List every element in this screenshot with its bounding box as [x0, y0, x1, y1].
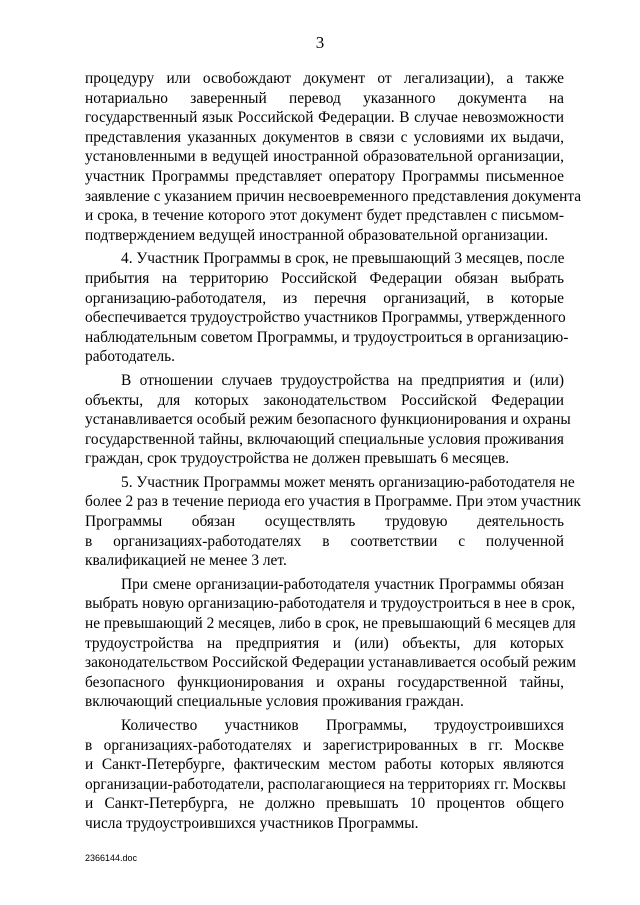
- text-line: нотариально заверенный перевод указанного документа на: [85, 89, 564, 107]
- text-line: и срока, в течение которого этот документ будет представлен с письмом-: [85, 207, 564, 225]
- text-line: выбрать новую организацию-работодателя и трудоустроиться в нее в срок,: [85, 595, 576, 613]
- text-line: организацию-работодателя, из перечня организаций, в которые: [85, 289, 564, 307]
- text-line: устанавливается особый режим безопасного функционирования и охраны: [85, 411, 571, 429]
- text-line: заявление с указанием причин несвоевременного представления документа: [85, 187, 582, 205]
- text-line: не превышающий 2 месяцев, либо в срок, не превышающий 6 месяцев для: [85, 615, 576, 633]
- text-line: прибытия на территорию Российской Федерации обязан выбрать: [85, 269, 564, 287]
- text-line: обеспечивается трудоустройство участников Программы, утвержденного: [85, 309, 566, 327]
- paragraph: [85, 575, 576, 712]
- text-line: подтверждением ведущей иностранной образовательной организации.: [85, 226, 549, 244]
- document-body: [85, 69, 582, 834]
- text-line: квалификацией не менее 3 лет.: [85, 552, 287, 570]
- paragraph: [85, 371, 571, 469]
- text-line: и Санкт-Петербурга, не должно превышать 10 процентов общего: [85, 795, 564, 813]
- text-line: и Санкт-Петербурге, фактическим местом работы которых являются: [85, 756, 564, 774]
- text-line: числа трудоустроившихся участников Программы.: [85, 814, 419, 832]
- text-line: в организациях-работодателях и зарегистрированных в гг. Москве: [85, 736, 564, 754]
- text-line: граждан, срок трудоустройства не должен превышать 6 месяцев.: [85, 450, 510, 468]
- paragraph: [85, 249, 569, 367]
- file-name-footer: 2366144.doc: [85, 853, 138, 863]
- text-line: работодатель.: [85, 348, 175, 366]
- text-line: процедуру или освобождают документ от легализации), а также: [85, 70, 564, 87]
- text-line: законодательством Российской Федерации устанавливается особый режим: [85, 654, 576, 672]
- text-line: 4. Участник Программы в срок, не превышающий 3 месяцев, после: [121, 250, 565, 268]
- paragraph: [85, 69, 582, 245]
- text-line: трудоустройства на предприятия и (или) объекты, для которых: [85, 634, 564, 652]
- text-line: организации-работодатели, располагающиеся на территориях гг. Москвы: [85, 775, 566, 793]
- text-line: государственной тайны, включающий специальные условия проживания: [85, 430, 564, 448]
- text-line: участник Программы представляет оператору Программы письменное: [85, 167, 564, 185]
- text-line: При смене организации-работодателя участник Программы обязан: [121, 575, 564, 593]
- text-line: Программы обязан осуществлять трудовую деятельность: [85, 513, 564, 531]
- text-line: включающий специальные условия проживания граждан.: [85, 693, 464, 711]
- text-line: 5. Участник Программы может менять организацию-работодателя не: [121, 473, 575, 491]
- text-line: представления указанных документов в связи с условиями их выдачи,: [85, 128, 564, 146]
- text-line: безопасного функционирования и охраны государственной тайны,: [85, 673, 564, 691]
- text-line: объекты, для которых законодательством Российской Федерации: [85, 391, 564, 409]
- paragraph: [85, 716, 564, 834]
- paragraph: [85, 473, 581, 571]
- text-line: установленными в ведущей иностранной образовательной организации,: [85, 148, 564, 166]
- text-line: более 2 раз в течение периода его участия в Программе. При этом участник: [85, 493, 581, 511]
- text-line: Количество участников Программы, трудоустроившихся: [121, 717, 564, 734]
- text-line: государственный язык Российской Федерации. В случае невозможности: [85, 109, 564, 127]
- text-line: в организациях-работодателях в соответствии с полученной: [85, 532, 564, 550]
- text-line: В отношении случаев трудоустройства на предприятия и (или): [121, 371, 564, 389]
- text-line: наблюдательным советом Программы, и трудоустроиться в организацию-: [85, 328, 569, 346]
- page-number: 3: [315, 33, 325, 52]
